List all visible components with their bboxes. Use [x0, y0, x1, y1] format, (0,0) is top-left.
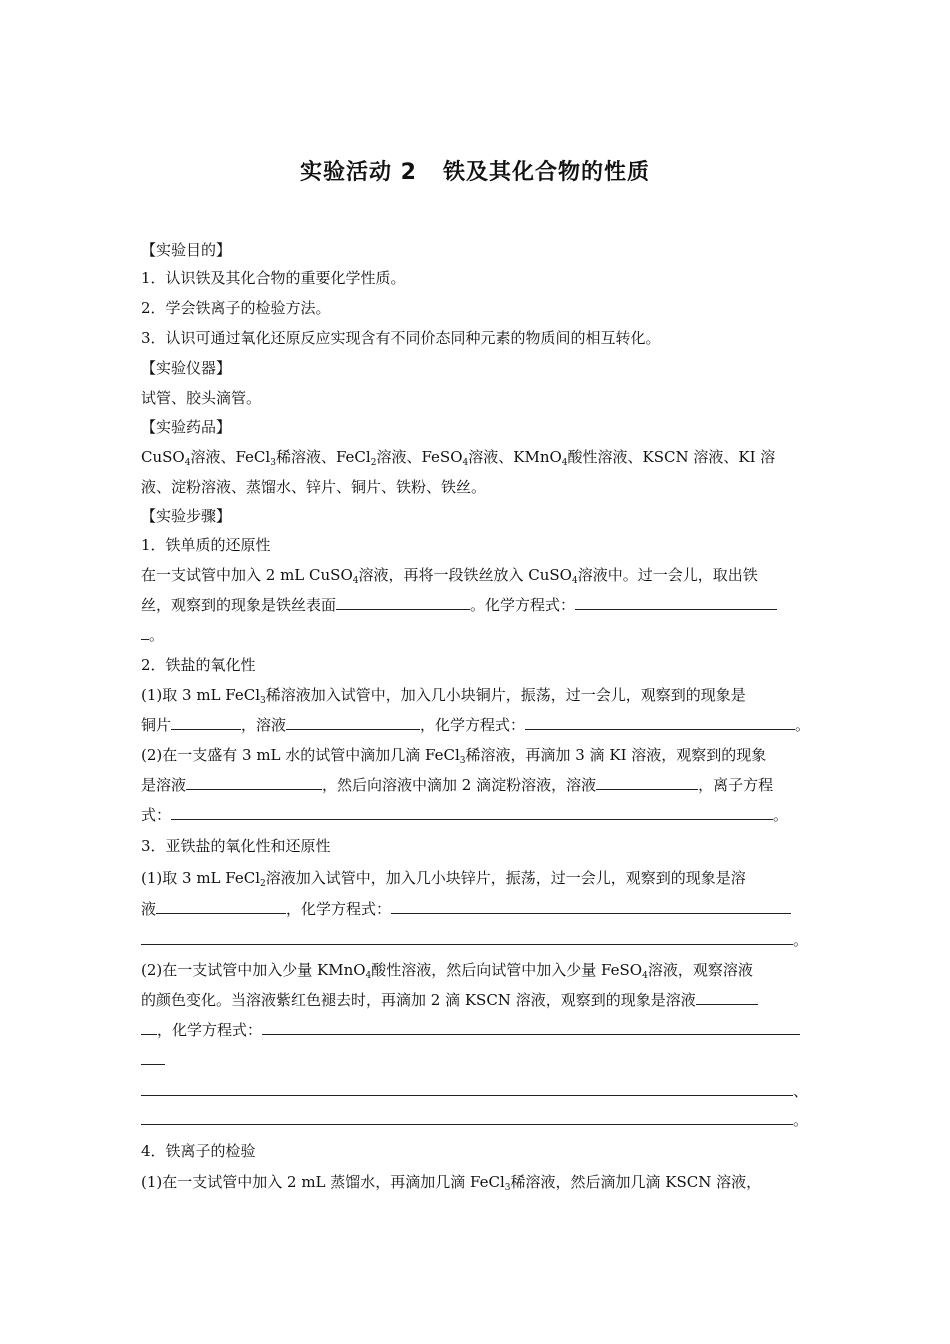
- section-heading-steps: 【实验步骤】: [141, 507, 232, 525]
- answer-blank[interactable]: [141, 1020, 157, 1035]
- answer-blank[interactable]: [186, 775, 322, 790]
- step3-line-9: 。: [141, 1110, 831, 1130]
- step3-line-5: 的颜色变化。当溶液紫红色褪去时，再滴加 2 滴 KSCN 溶液，观察到的现象是溶液: [141, 990, 831, 1010]
- purpose-item-1: 1．认识铁及其化合物的重要化学性质。: [141, 269, 406, 287]
- step1-line-3: 。: [141, 625, 831, 645]
- step3-line-1: (1)取 3 mL FeCl$_2$溶液加入试管中，加入几小块锌片，振荡，过一会儿，观察到的现象是溶: [141, 869, 746, 889]
- section-heading-purpose: 【实验目的】: [141, 241, 232, 259]
- step2-heading: 2．铁盐的氧化性: [141, 656, 256, 674]
- step2-line-3: (2)在一支盛有 3 mL 水的试管中滴加几滴 FeCl$_3$稀溶液，再滴加 3 滴 KI 溶液，观察到的现象: [141, 746, 767, 766]
- step3-line-4: (2)在一支试管中加入少量 KMnO$_4$酸性溶液，然后向试管中加入少量 FeSO$_4$溶液，观察溶液: [141, 961, 753, 981]
- step4-heading: 4．铁离子的检验: [141, 1142, 256, 1160]
- title-part1: 实验活动 2: [300, 160, 417, 185]
- step3-line-2: 液 ，化学方程式：: [141, 899, 831, 919]
- instruments-text: 试管、胶头滴管。: [141, 389, 262, 407]
- answer-blank[interactable]: [286, 715, 420, 730]
- answer-blank[interactable]: [141, 1050, 165, 1065]
- reagents-line-2: 液、淀粉溶液、蒸馏水、锌片、铜片、铁粉、铁丝。: [141, 478, 487, 496]
- section-heading-reagents: 【实验药品】: [141, 418, 232, 436]
- title-part2: 铁及其化合物的性质: [442, 160, 650, 185]
- answer-blank[interactable]: [696, 990, 758, 1005]
- answer-blank[interactable]: [336, 595, 470, 610]
- answer-blank[interactable]: [141, 1081, 793, 1096]
- step1-line-2: 丝，观察到的现象是铁丝表面 。化学方程式：: [141, 595, 831, 615]
- answer-blank[interactable]: [262, 1020, 800, 1035]
- section-heading-instruments: 【实验仪器】: [141, 359, 232, 377]
- step4-line-1: (1)在一支试管中加入 2 mL 蒸馏水，再滴加几滴 FeCl$_3$稀溶液，然后滴加几滴 KSCN 溶液，: [141, 1173, 762, 1193]
- answer-blank[interactable]: [596, 775, 698, 790]
- answer-blank[interactable]: [171, 715, 241, 730]
- purpose-item-2: 2．学会铁离子的检验方法。: [141, 299, 331, 317]
- step1-heading: 1．铁单质的还原性: [141, 536, 271, 554]
- answer-blank[interactable]: [156, 899, 286, 914]
- step3-heading: 3．亚铁盐的氧化性和还原性: [141, 837, 331, 855]
- reagents-line-1: CuSO$_4$溶液、FeCl$_3$稀溶液、FeCl$_2$溶液、FeSO$_4$溶液、KMnO$_4$酸性溶液、KSCN 溶液、KI 溶: [141, 448, 776, 468]
- answer-blank[interactable]: [575, 595, 777, 610]
- step3-line-7: [141, 1050, 831, 1070]
- step1-line-1: 在一支试管中加入 2 mL CuSO$_4$溶液，再将一段铁丝放入 CuSO$_4$溶液中。过一会儿，取出铁: [141, 566, 758, 586]
- purpose-item-3: 3．认识可通过氧化还原反应实现含有不同价态同种元素的物质间的相互转化。: [141, 329, 661, 347]
- step3-line-6: ，化学方程式：: [141, 1020, 831, 1040]
- step3-line-8: 、: [141, 1081, 831, 1101]
- answer-blank[interactable]: [141, 1110, 793, 1125]
- step2-line-5: 式： 。: [141, 806, 789, 824]
- answer-blank[interactable]: [141, 930, 793, 945]
- answer-blank[interactable]: [391, 899, 791, 914]
- page-title: [0, 155, 950, 186]
- step2-line-1: (1)取 3 mL FeCl$_3$稀溶液加入试管中，加入几小块铜片，振荡，过一会儿，观察到的现象是: [141, 686, 746, 706]
- step3-line-3: 。: [141, 930, 831, 950]
- answer-blank[interactable]: [171, 805, 773, 820]
- step2-line-4: 是溶液 ，然后向溶液中滴加 2 滴淀粉溶液，溶液 ，离子方程: [141, 776, 774, 794]
- step2-line-2: 铜片 ，溶液 ，化学方程式： 。: [141, 716, 811, 734]
- answer-blank[interactable]: [141, 625, 149, 640]
- answer-blank[interactable]: [525, 715, 795, 730]
